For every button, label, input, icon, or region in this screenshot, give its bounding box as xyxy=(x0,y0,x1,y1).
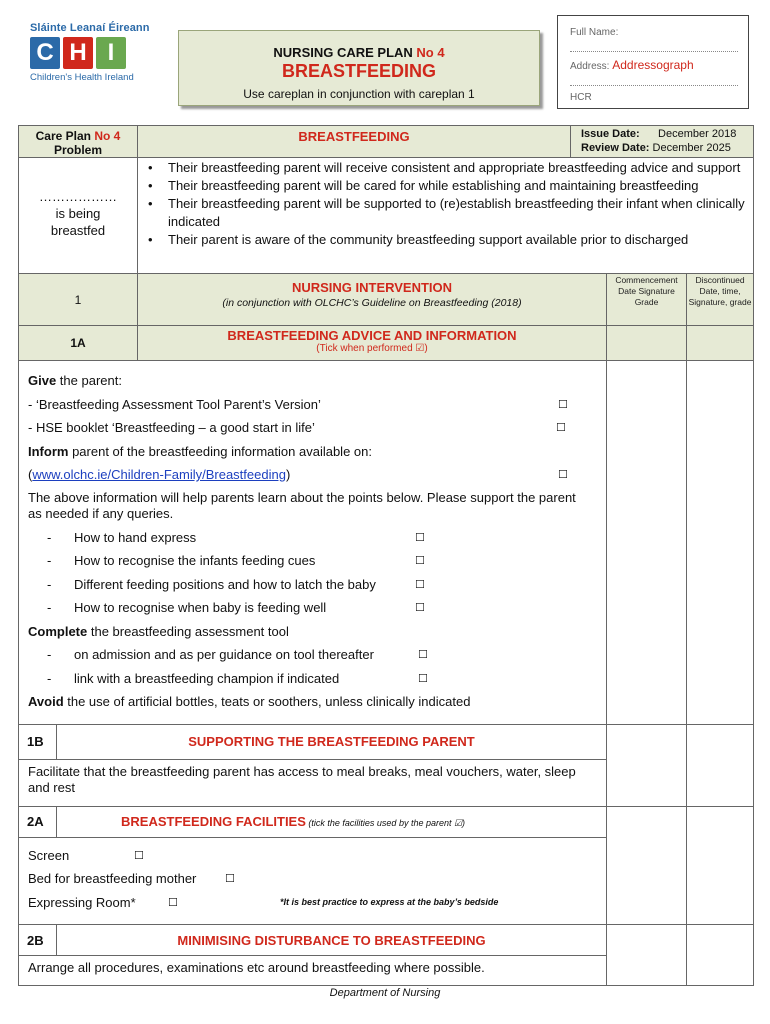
complete-item xyxy=(28,643,596,667)
issue-date-label: Issue Date: xyxy=(581,128,640,140)
complete-row xyxy=(28,620,596,644)
chi-logo xyxy=(30,22,170,92)
facility-item-bed xyxy=(28,867,596,891)
section-1b-text: Facilitate that the breastfeeding parent has access to meal breaks, meal vouchers, water, sleep and rest xyxy=(19,759,607,806)
logo-english-text: Children's Health Ireland xyxy=(30,72,134,83)
address-row xyxy=(570,58,738,72)
section-2a-note: (tick the facilities used by the parent ☑) xyxy=(305,818,466,828)
give-text: the parent: xyxy=(56,373,122,388)
goals-cell xyxy=(138,158,754,274)
problem-header-number: No 4 xyxy=(94,129,121,143)
title-prefix: NURSING CARE PLAN xyxy=(273,45,417,60)
care-plan-instruction: Use careplan in conjunction with careplan 1 xyxy=(243,87,475,101)
dash: - xyxy=(47,600,52,615)
section-1a-discontinued-entry[interactable] xyxy=(687,361,754,725)
logo-letter-i: I xyxy=(96,37,126,69)
logo-letters xyxy=(30,37,170,69)
give-item-label: - ‘Breastfeeding Assessment Tool Parent’s Version’ xyxy=(28,396,321,412)
avoid-text: the use of artificial bottles, teats or soothers, unless clinically indicated xyxy=(63,694,471,709)
section-2a-discontinued[interactable] xyxy=(687,806,754,925)
dates-cell xyxy=(571,126,754,158)
commencement-header: Commencement Date Signature Grade xyxy=(607,274,687,326)
dash: - xyxy=(47,670,52,686)
problem-cell xyxy=(19,158,138,274)
section-1b-discontinued[interactable] xyxy=(687,724,754,806)
review-date-label: Review Date: xyxy=(581,142,650,154)
title-number: No 4 xyxy=(416,45,445,60)
logo-irish-text: Sláinte Leanaí Éireann xyxy=(30,22,150,34)
facility-label: Bed for breastfeeding mother xyxy=(28,871,197,886)
problem-dots: ……………… xyxy=(39,189,117,204)
avoid-row xyxy=(28,690,596,714)
point-label: How to recognise the infants feeding cues xyxy=(74,553,316,568)
goal-item: • Their breastfeeding parent will be supported to (re)establish breastfeeding their infant when clinically indicated xyxy=(148,195,747,231)
full-name-line[interactable] xyxy=(570,39,738,52)
link-open-paren: ( xyxy=(28,467,33,482)
logo-letter-h: H xyxy=(63,37,93,69)
section-1b-number: 1B xyxy=(19,724,57,759)
checkbox[interactable]: ☐ xyxy=(418,648,428,661)
goals-list xyxy=(148,159,747,249)
dash: - xyxy=(47,529,52,545)
section-1a-subtitle: (Tick when performed ☑) xyxy=(316,343,428,354)
intervention-number: 1 xyxy=(19,274,138,326)
facility-label: Expressing Room* xyxy=(28,894,136,910)
point-item xyxy=(28,549,596,573)
checkbox[interactable]: ☐ xyxy=(556,421,566,434)
give-row xyxy=(28,369,596,393)
dash: - xyxy=(47,576,52,592)
care-plan-title xyxy=(179,45,539,60)
section-1a-body xyxy=(19,361,607,725)
point-item xyxy=(28,573,596,597)
section-2a-header xyxy=(57,806,607,837)
inform-bold: Inform xyxy=(28,443,69,459)
problem-header-suffix: Problem xyxy=(53,143,102,157)
goal-item: • Their parent is aware of the community breastfeeding support available prior to discharged xyxy=(148,231,747,249)
checkbox[interactable]: ☐ xyxy=(558,468,568,481)
section-2b-discontinued[interactable] xyxy=(687,925,754,986)
problem-text: is being breastfed xyxy=(50,206,106,238)
goal-item: • Their breastfeeding parent will be cared for while establishing and maintaining breastfeeding xyxy=(148,177,747,195)
care-plan-table xyxy=(18,125,754,986)
inform-text: parent of the breastfeeding information available on: xyxy=(68,443,372,459)
checkbox[interactable]: ☐ xyxy=(168,895,178,909)
checkbox[interactable]: ☐ xyxy=(415,554,425,567)
section-1a-title: BREASTFEEDING ADVICE AND INFORMATION xyxy=(227,328,517,343)
dash: - xyxy=(47,553,52,568)
give-bold: Give xyxy=(28,373,57,388)
give-item-hse-booklet xyxy=(28,416,596,440)
section-2a-number: 2A xyxy=(19,806,57,837)
care-heading-cell xyxy=(138,126,571,158)
footer-department: Department of Nursing xyxy=(329,987,441,999)
logo-letter-c: C xyxy=(30,37,60,69)
section-2a-title: BREASTFEEDING FACILITIES xyxy=(121,814,306,829)
section-2a-body xyxy=(19,837,607,925)
review-date-value: December 2025 xyxy=(652,142,731,154)
checkbox[interactable]: ☐ xyxy=(415,601,425,614)
olchc-breastfeeding-link[interactable]: www.olchc.ie/Children-Family/Breastfeeding xyxy=(32,467,286,482)
intervention-header xyxy=(138,274,607,326)
expressing-footnote: *It is best practice to express at the baby’s bedside xyxy=(280,896,499,907)
give-item-label: - HSE booklet ‘Breastfeeding – a good start in life’ xyxy=(28,420,315,435)
inform-row xyxy=(28,440,596,464)
link-close-paren: ) xyxy=(285,467,291,482)
link-row xyxy=(28,463,596,487)
patient-address-box[interactable] xyxy=(557,15,749,109)
section-1a-commencement-entry[interactable] xyxy=(607,361,687,725)
intervention-title: NURSING INTERVENTION xyxy=(291,280,453,295)
section-2a-commencement[interactable] xyxy=(607,806,687,925)
addressograph-value: Addressograph xyxy=(612,58,694,72)
section-1a-discontinued[interactable] xyxy=(687,326,754,361)
hcr-label: HCR xyxy=(570,92,592,103)
goal-item: • Their breastfeeding parent will receive consistent and appropriate breastfeeding advice and support xyxy=(148,159,747,177)
point-label: Different feeding positions and how to latch the baby xyxy=(74,576,376,592)
problem-header xyxy=(19,126,138,158)
care-heading: BREASTFEEDING xyxy=(298,129,410,144)
discontinued-header: Discontinued Date, time, Signature, grade xyxy=(687,274,754,326)
complete-item xyxy=(28,667,596,691)
checkbox[interactable]: ☐ xyxy=(134,848,144,862)
checkbox[interactable]: ☐ xyxy=(558,397,568,411)
checkbox[interactable]: ☐ xyxy=(225,872,235,885)
care-plan-subject: BREASTFEEDING xyxy=(281,61,436,81)
facility-item-expressing-room xyxy=(28,891,596,915)
issue-date-value: December 2018 xyxy=(658,128,737,140)
point-label: How to hand express xyxy=(74,529,197,545)
point-label: How to recognise when baby is feeding well xyxy=(74,600,327,615)
problem-header-prefix: Care Plan xyxy=(35,129,95,143)
checkbox[interactable]: ☐ xyxy=(418,671,428,685)
full-name-label: Full Name: xyxy=(570,27,619,38)
above-info-text: The above information will help parents learn about the points below. Please support the parent as needed if any queries. xyxy=(28,489,576,521)
give-item-assessment-tool xyxy=(28,393,596,417)
address-label: Address: xyxy=(570,61,610,72)
avoid-bold: Avoid xyxy=(28,694,64,709)
section-2b-text: Arrange all procedures, examinations etc around breastfeeding where possible. xyxy=(19,956,607,986)
section-2b-commencement[interactable] xyxy=(607,925,687,986)
point-item xyxy=(28,526,596,550)
facility-item-screen xyxy=(28,844,596,868)
dash: - xyxy=(47,647,52,662)
checkbox[interactable]: ☐ xyxy=(415,577,425,591)
complete-bold: Complete xyxy=(28,623,88,639)
section-1b-commencement[interactable] xyxy=(607,724,687,806)
care-plan-title-box xyxy=(178,30,540,106)
address-line[interactable] xyxy=(570,73,738,86)
checkbox[interactable]: ☐ xyxy=(415,530,425,544)
section-2b-number: 2B xyxy=(19,925,57,956)
complete-item-label: link with a breastfeeding champion if indicated xyxy=(74,670,340,686)
intervention-subtitle: (in conjunction with OLCHC’s Guideline on Breastfeeding (2018) xyxy=(222,297,522,309)
section-1a-number: 1A xyxy=(19,326,138,361)
section-1b-title: SUPPORTING THE BREASTFEEDING PARENT xyxy=(57,724,607,759)
point-item xyxy=(28,596,596,620)
section-1a-header xyxy=(138,326,607,361)
section-1a-commencement[interactable] xyxy=(607,326,687,361)
complete-item-label: on admission and as per guidance on tool thereafter xyxy=(74,647,374,662)
complete-text: the breastfeeding assessment tool xyxy=(87,623,289,639)
facility-label: Screen xyxy=(28,847,70,863)
section-2b-title: MINIMISING DISTURBANCE TO BREASTFEEDING xyxy=(57,925,607,956)
